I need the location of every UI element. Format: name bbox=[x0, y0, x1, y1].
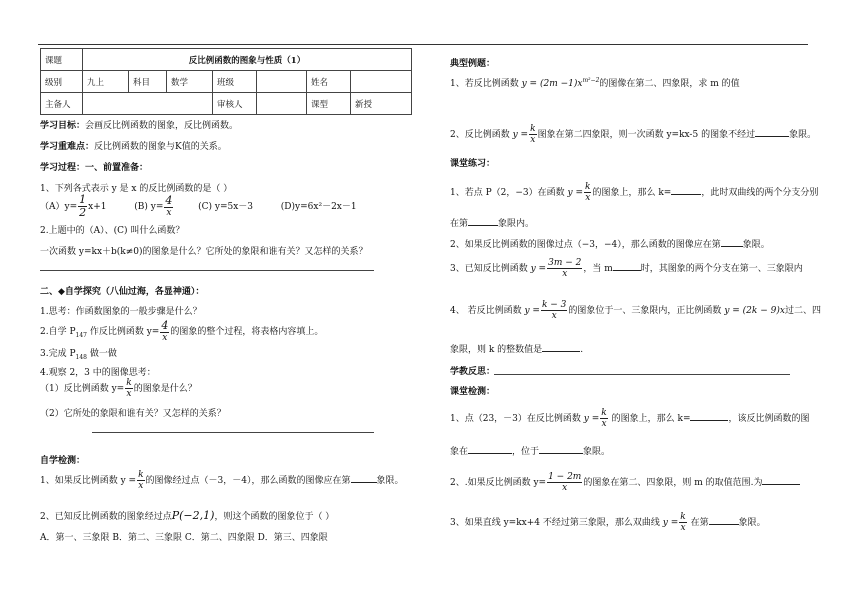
answer-line bbox=[92, 432, 374, 433]
grade-value: 九上 bbox=[83, 71, 129, 93]
class-test-heading: 课堂检测： bbox=[450, 387, 496, 397]
preparer-value bbox=[83, 93, 213, 115]
header-table bbox=[40, 48, 412, 115]
check-1: 1、如果反比例函数 y = $\frac{k}{x}$ 的图像经过点（－3，－4），那么函数的图像应在第 象限。 bbox=[40, 470, 404, 491]
class-label: 班级 bbox=[213, 71, 257, 93]
practice-3: 3、已知反比例函数 y = $\frac{3m - 2}{x}$ ，当 m 时，其图象的两个分支在第一、三象限内 bbox=[450, 258, 803, 279]
step-4-b: （2）它所处的象限和谁有关？又怎样的关系？ bbox=[40, 409, 226, 419]
answer-line bbox=[40, 270, 374, 271]
examples-heading: 典型例题： bbox=[450, 59, 496, 69]
test-2: 2、.如果反比例函数 y= $\frac{1 - 2m}{x}$ 的图象在第二、四象限，则 m 的取值范围.为 bbox=[450, 472, 800, 493]
question-2: 2.上题中的（A）、(C) 叫什么函数？ bbox=[40, 226, 185, 236]
lesson-type-label: 课型 bbox=[307, 93, 351, 115]
name-value bbox=[351, 71, 412, 93]
step-3: 3.完成 $P_{148}$ 做一做 bbox=[40, 349, 117, 361]
question-1-options: （A）y= $\frac{1}{2}$ x+1 (B) y= $\frac{4}{x}$ (C) y=5x－3 (D)y=6x²－2x－1 bbox=[40, 193, 357, 219]
check-2-options: A．第一、三象限 B．第二、三象限 C．第二、四象限 D．第三、四象限 bbox=[40, 533, 328, 543]
key-points: 学习重难点：反比例函数的图象与K值的关系。 bbox=[40, 142, 227, 152]
self-check-heading: 自学检测： bbox=[40, 456, 86, 466]
lesson-type-value: 新授 bbox=[351, 93, 412, 115]
class-value bbox=[257, 71, 307, 93]
reflection-heading: 学教反思： bbox=[450, 367, 496, 377]
example-1: 1、若反比例函数 $y = (2m -1)x^{m^2-2}$的图像在第二、四象限，求 m 的值 bbox=[450, 77, 740, 89]
step-4: 4.观察 2，3 中的图像思考： bbox=[40, 368, 156, 378]
test-3: 3、如果直线 y=kx+4 不经过第三象限，那么双曲线 y = $\frac{k}{x}$ 在第 象限。 bbox=[450, 512, 766, 533]
question-3: 一次函数 y=kx＋b(k≠0)的图象是什么？它所处的象限和谁有关？又怎样的关系？ bbox=[40, 247, 368, 257]
reviewer-value bbox=[257, 93, 307, 115]
practice-heading: 课堂练习： bbox=[450, 159, 496, 169]
page-top-rule bbox=[38, 44, 808, 45]
practice-1-line2: 在第 象限内。 bbox=[450, 219, 535, 229]
practice-4-line2: 象限，则 k 的整数值是 . bbox=[450, 345, 584, 355]
question-1: 1、下列各式表示 y 是 x 的反比例函数的是（ ） bbox=[40, 184, 233, 194]
subject-value: 数学 bbox=[167, 71, 213, 93]
reviewer-label: 审核人 bbox=[213, 93, 257, 115]
name-label: 姓名 bbox=[307, 71, 351, 93]
step-1: 1.思考：作函数图象的一般步骤是什么？ bbox=[40, 307, 202, 317]
preparer-label: 主备人 bbox=[41, 93, 83, 115]
grade-label: 级别 bbox=[41, 71, 83, 93]
lesson-title: 反比例函数的图象与性质（1） bbox=[83, 49, 412, 71]
topic-label: 课题 bbox=[41, 49, 83, 71]
self-study-heading: 二、◆自学探究（八仙过海，各显神通）： bbox=[40, 287, 205, 297]
check-2: 2、已知反比例函数的图象经过点P(−2,1)，则这个函数的图象位于（ ） bbox=[40, 509, 335, 522]
example-2: 2、反比例函数 y = $\frac{k}{x}$ 图象在第二四象限，则一次函数 y=kx-5 的图象不经过 象限。 bbox=[450, 124, 817, 145]
step-4-a: （1）反比例函数 y= $\frac{k}{x}$ 的图象是什么？ bbox=[40, 378, 197, 399]
practice-4: 4、 若反比例函数 y = $\frac{k - 3}{x}$ 的图象位于一、三象限内，正比例函数 y = (2k − 9)x过二、四 bbox=[450, 300, 821, 321]
process-heading: 学习过程：一、前置准备： bbox=[40, 163, 149, 173]
test-1-line2: 象在 ，位于 象限。 bbox=[450, 447, 611, 457]
left-column bbox=[40, 48, 412, 543]
practice-2: 2、如果反比例函数的图像过点（−3，−4），那么函数的图像应在第 象限。 bbox=[450, 240, 770, 250]
reflection-line bbox=[494, 374, 790, 375]
subject-label: 科目 bbox=[129, 71, 167, 93]
learning-goal: 学习目标：会画反比例函数的图象，反比例函数。 bbox=[40, 121, 239, 131]
practice-1: 1、若点 P（2，−3）在函数 y = $\frac{k}{x}$ 的图象上，那么 k= ，此时双曲线的两个分支分别 bbox=[450, 182, 819, 203]
test-1: 1、点（23，－3）在反比例函数 y = $\frac{k}{x}$ 的图象上，那么 k= ，该反比例函数的图 bbox=[450, 408, 810, 429]
step-2: 2.自学 $P_{147}$ 作反比例函数 y= $\frac{4}{x}$ 的图象的整个过程，将表格内容填上。 bbox=[40, 319, 324, 343]
